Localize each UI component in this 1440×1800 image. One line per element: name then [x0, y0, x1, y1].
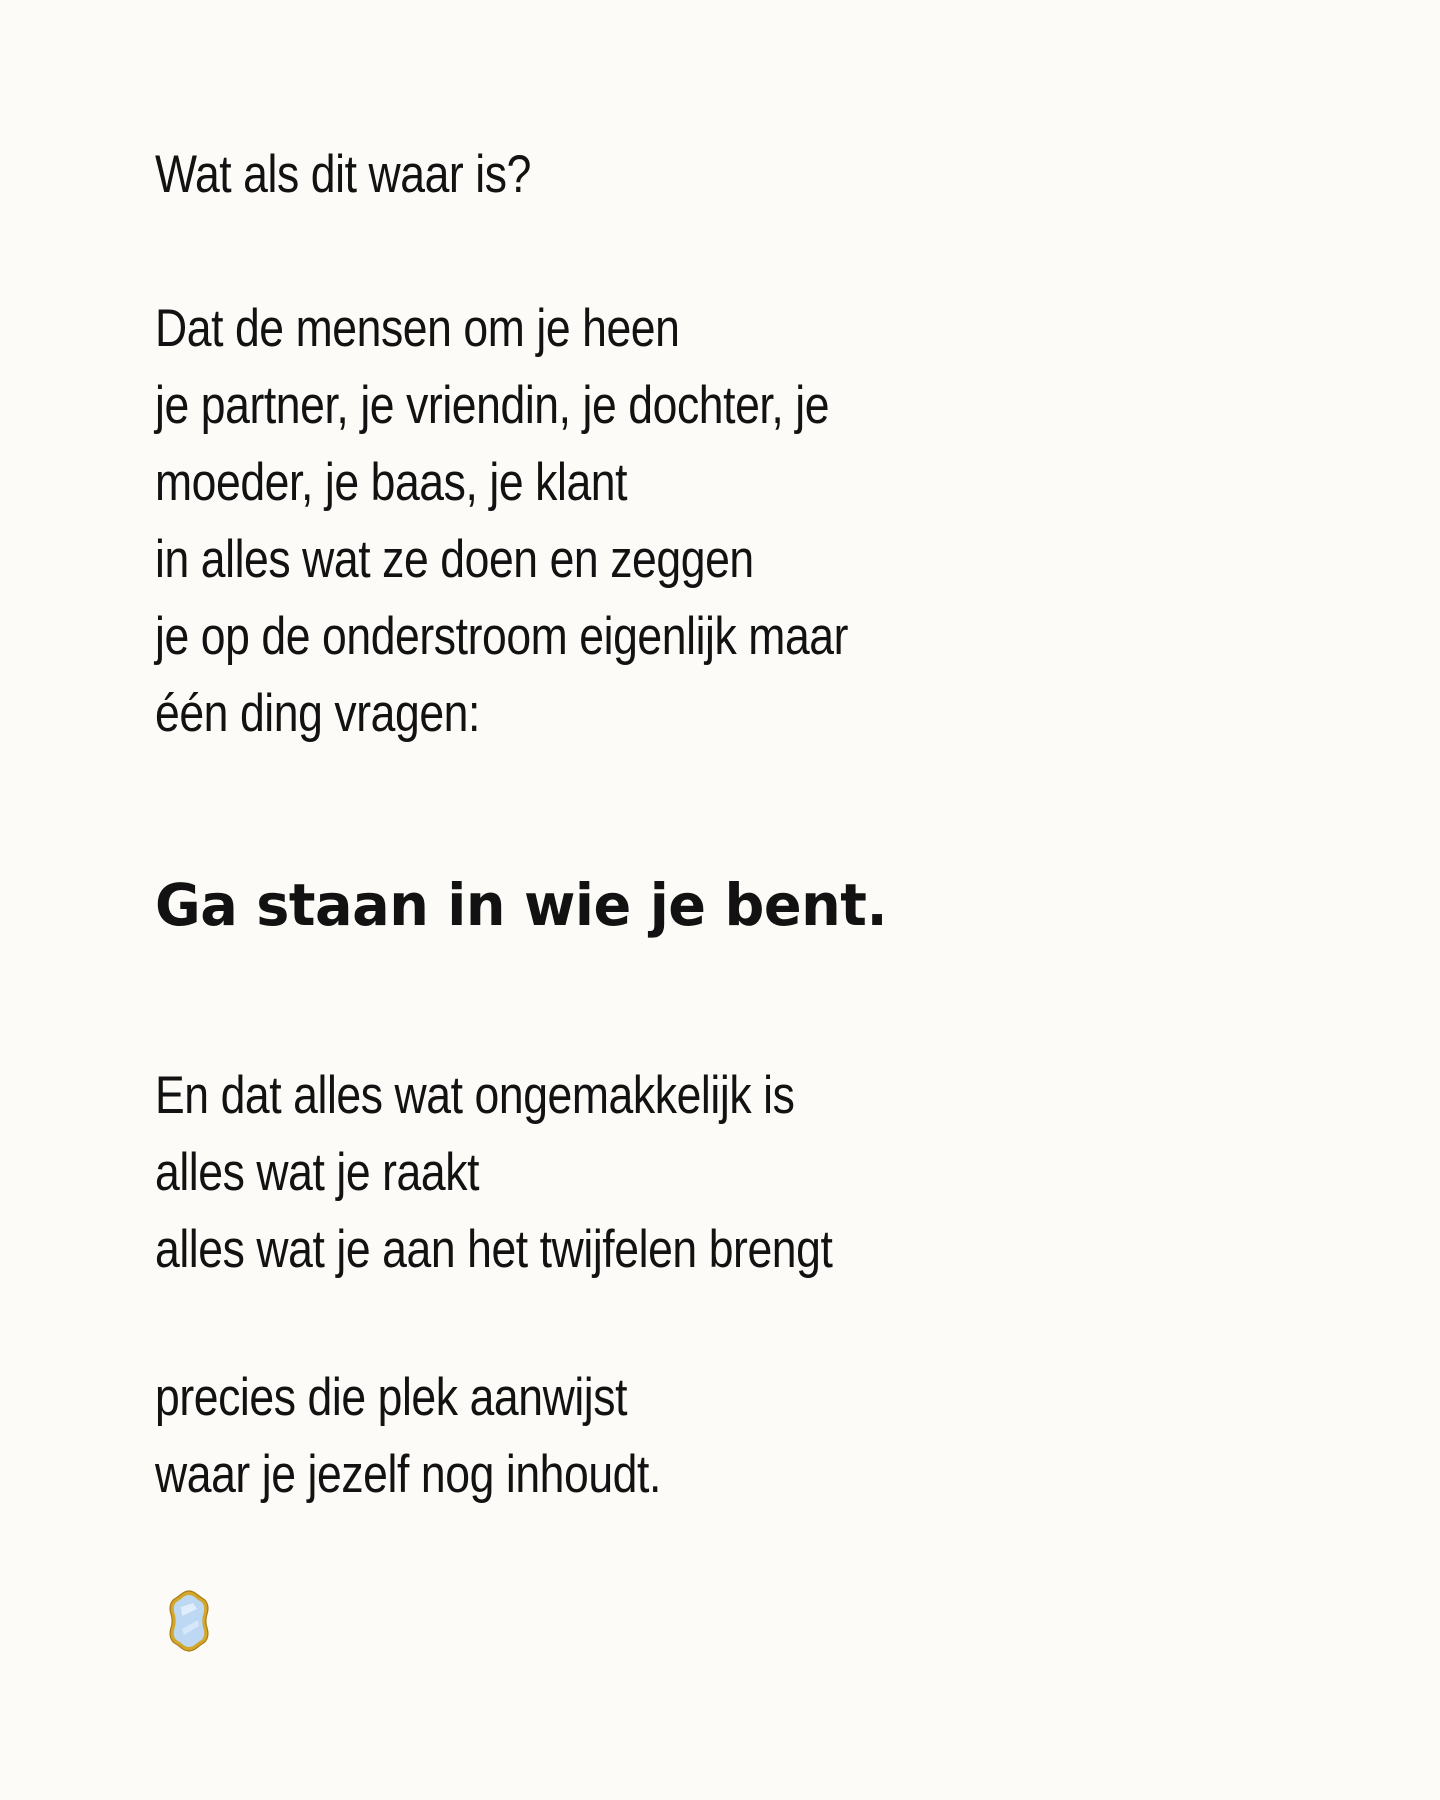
text-line: je op de onderstroom eigenlijk maar: [155, 607, 849, 666]
text-line: waar je jezelf nog inhoudt.: [155, 1445, 661, 1504]
text-line: Dat de mensen om je heen: [155, 299, 680, 358]
mirror-glass: [174, 1595, 205, 1647]
text-line: En dat alles wat ongemakkelijk is: [155, 1066, 795, 1125]
paragraph-people-around-you: [155, 290, 848, 752]
text-line: alles wat je raakt: [155, 1143, 480, 1202]
text-line: je partner, je vriendin, je dochter, je: [155, 376, 830, 435]
text-line: precies die plek aanwijst: [155, 1368, 628, 1427]
text-line: moeder, je baas, je klant: [155, 453, 628, 512]
paragraph-uncomfortable: [155, 1057, 832, 1288]
text-line: in alles wat ze doen en zeggen: [155, 530, 754, 589]
text-line: één ding vragen:: [155, 684, 480, 743]
key-message-heading: Ga staan in wie je bent.: [155, 871, 888, 939]
mirror-icon: [167, 1589, 211, 1653]
text-line: Wat als dit waar is?: [155, 145, 531, 204]
paragraph-holding-back: [155, 1359, 661, 1513]
text-line: alles wat je aan het twijfelen brengt: [155, 1220, 833, 1279]
intro-question: [155, 136, 531, 213]
